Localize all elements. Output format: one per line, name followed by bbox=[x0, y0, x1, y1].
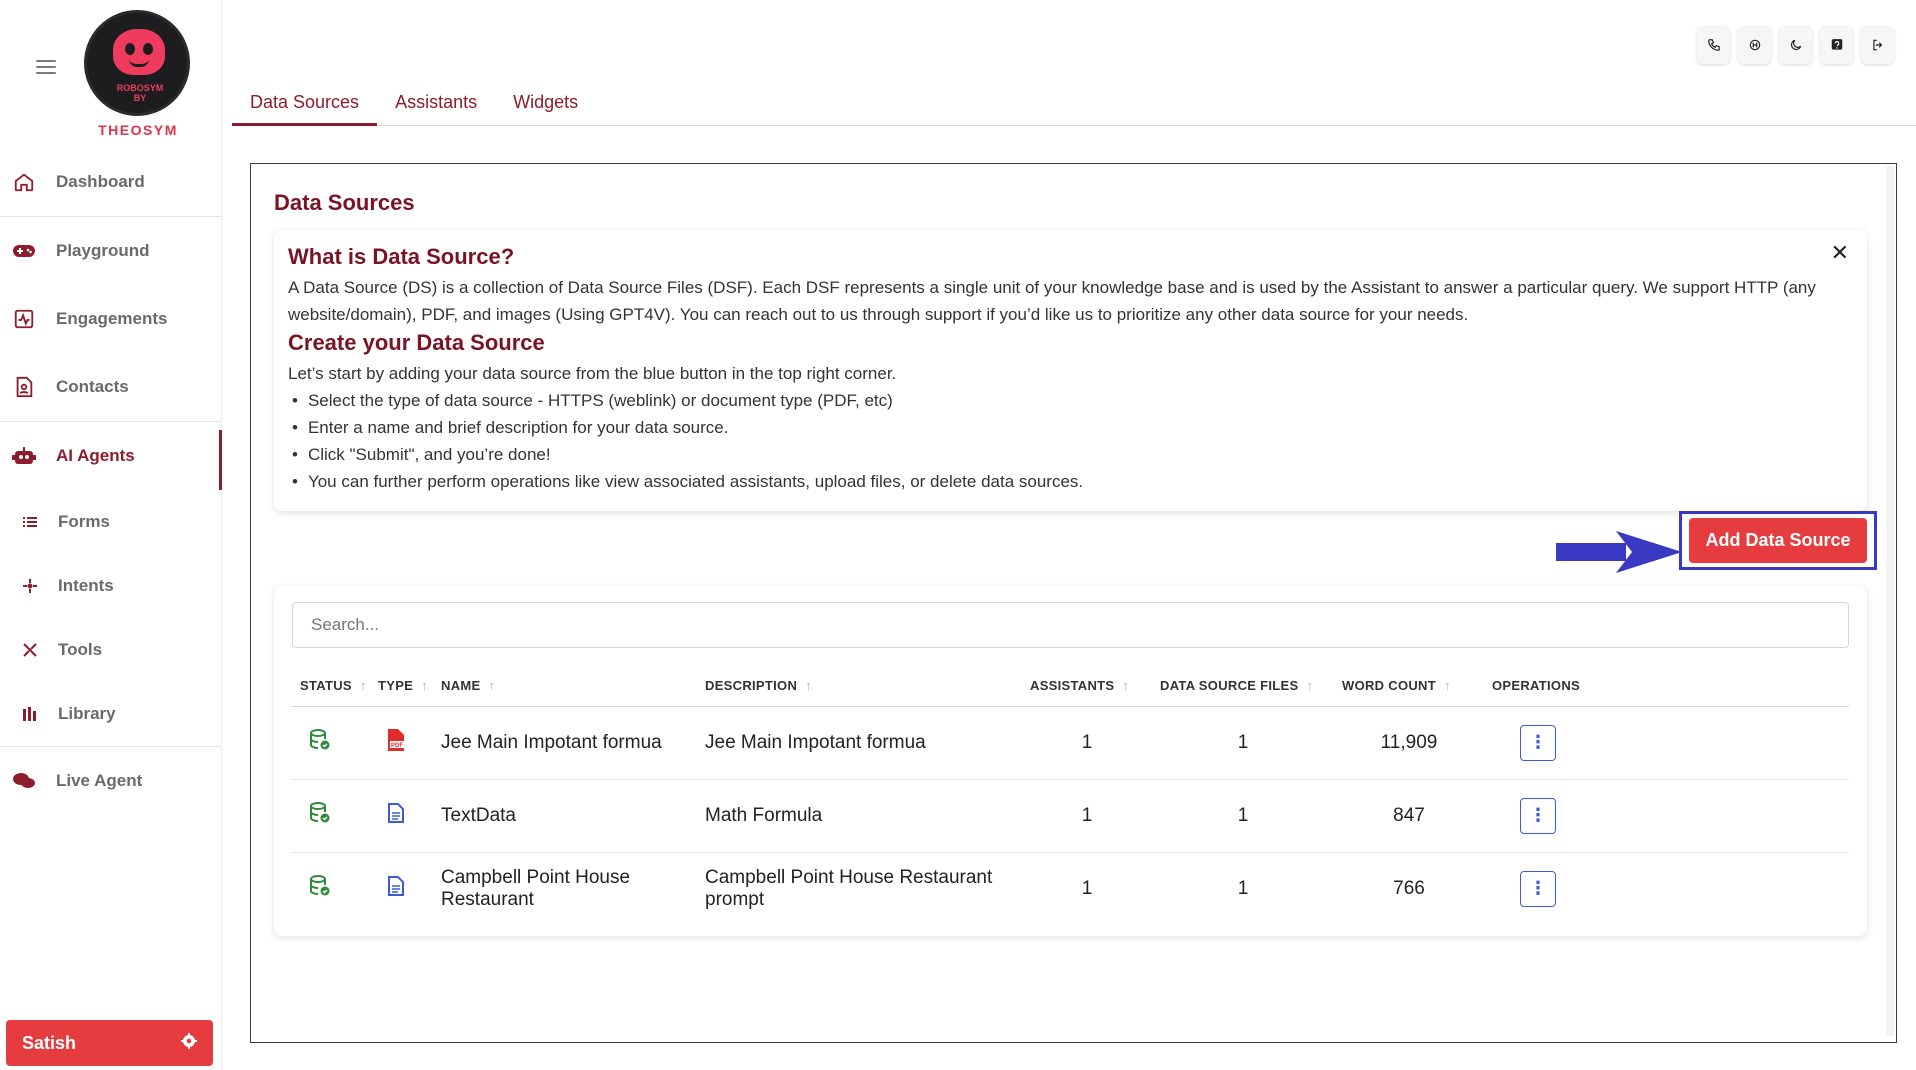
status-cell bbox=[292, 779, 370, 852]
column-header-status[interactable]: STATUS ↑ bbox=[292, 666, 370, 706]
sort-arrow-icon: ↑ bbox=[421, 678, 428, 694]
column-header-files[interactable]: DATA SOURCE FILES ↑ bbox=[1152, 666, 1334, 706]
list-item: • Enter a name and brief description for your data source. bbox=[292, 414, 1853, 441]
type-cell bbox=[370, 706, 433, 779]
arrow-right-icon bbox=[1556, 529, 1696, 575]
description-cell: Campbell Point House Restaurant prompt bbox=[705, 866, 993, 910]
data-sources-panel bbox=[250, 163, 1897, 1043]
sidebar-item-label: Playground bbox=[56, 241, 150, 260]
table-row bbox=[292, 706, 1849, 779]
tools-icon bbox=[22, 638, 38, 662]
sidebar-item-playground[interactable] bbox=[0, 217, 222, 285]
gear-icon bbox=[181, 1033, 197, 1054]
sidebar-item-label: AI Agents bbox=[56, 446, 135, 465]
data-sources-table bbox=[292, 666, 1849, 925]
close-icon[interactable]: ✕ bbox=[1830, 240, 1849, 265]
info-paragraph-what: A Data Source (DS) is a collection of Data Source Files (DSF). Each DSF represents a single unit of your knowledge base and is used by the Assistant to answer a particular query. We support HTTP (any website/domain), PDF, and images (Using GPT4V). You can reach out to us through support if you’d like us to prioritize any other data source for your needs. bbox=[288, 278, 1816, 324]
status-cell bbox=[292, 852, 370, 925]
list-item: • Select the type of data source - HTTPS (weblink) or document type (PDF, etc) bbox=[292, 387, 1853, 414]
column-header-assistants[interactable]: ASSISTANTS ↑ bbox=[1022, 666, 1152, 706]
help-icon[interactable] bbox=[1820, 26, 1853, 64]
sidebar-item-engagements[interactable] bbox=[0, 285, 222, 353]
add-data-source-button[interactable]: Add Data Source bbox=[1689, 518, 1867, 563]
more-options-button[interactable]: ⋮ bbox=[1520, 871, 1556, 907]
header-actions bbox=[1697, 26, 1894, 64]
description-cell: Jee Main Impotant formua bbox=[697, 706, 1022, 779]
page-title: Data Sources bbox=[274, 190, 415, 215]
more-options-button[interactable]: ⋮ bbox=[1520, 798, 1556, 834]
dark-mode-icon[interactable] bbox=[1779, 26, 1812, 64]
data-sources-table-card bbox=[274, 586, 1867, 936]
list-icon bbox=[22, 510, 38, 534]
name-cell: Campbell Point House Restaurant bbox=[441, 866, 631, 910]
table-row bbox=[292, 779, 1849, 852]
assistants-cell: 1 bbox=[1022, 779, 1152, 852]
sidebar-item-forms[interactable] bbox=[0, 490, 222, 554]
info-heading-what: What is Data Source? bbox=[288, 244, 515, 269]
logout-icon[interactable] bbox=[1861, 26, 1894, 64]
sidebar-item-label: Forms bbox=[58, 512, 110, 531]
database-check-icon bbox=[310, 729, 330, 751]
gamepad-icon bbox=[12, 239, 36, 263]
sidebar-item-dashboard[interactable] bbox=[0, 148, 222, 216]
table-row bbox=[292, 852, 1849, 925]
target-icon bbox=[22, 574, 38, 598]
word-count-cell: 766 bbox=[1393, 877, 1425, 899]
svg-text:PDF: PDF bbox=[391, 742, 403, 749]
brand-logo: ROBOSYM BY THEOSYM bbox=[82, 8, 194, 136]
more-options-button[interactable]: ⋮ bbox=[1520, 725, 1556, 761]
word-count-cell: 11,909 bbox=[1334, 706, 1484, 779]
database-check-icon bbox=[310, 802, 330, 824]
info-steps-list bbox=[288, 387, 1853, 495]
sort-arrow-icon: ↑ bbox=[1306, 678, 1314, 694]
info-heading-create: Create your Data Source bbox=[288, 330, 545, 355]
files-cell: 1 bbox=[1152, 706, 1334, 779]
type-cell bbox=[370, 779, 433, 852]
sidebar-item-tools[interactable] bbox=[0, 618, 222, 682]
contact-file-icon bbox=[12, 375, 36, 399]
list-item: • Click "Submit", and you’re done! bbox=[292, 441, 1853, 468]
files-cell: 1 bbox=[1237, 877, 1249, 899]
info-card bbox=[274, 230, 1867, 511]
document-icon bbox=[388, 876, 404, 896]
assistants-cell: 1 bbox=[1081, 877, 1093, 899]
chat-icon bbox=[12, 769, 36, 793]
table-header-row bbox=[292, 666, 1849, 706]
database-check-icon bbox=[310, 875, 330, 897]
document-icon bbox=[388, 803, 404, 823]
sort-arrow-icon: ↑ bbox=[805, 678, 812, 694]
info-paragraph-create: Let’s start by adding your data source from the blue button in the top right corner. bbox=[288, 364, 897, 383]
menu-toggle-icon[interactable] bbox=[36, 60, 56, 74]
list-item: • You can further perform operations like view associated assistants, upload files, or delete data sources. bbox=[292, 468, 1853, 495]
column-header-type[interactable]: TYPE ↑ bbox=[370, 666, 433, 706]
tab-widgets[interactable]: Widgets bbox=[513, 92, 579, 112]
sidebar bbox=[0, 0, 222, 1070]
description-cell: Math Formula bbox=[697, 779, 1022, 852]
column-header-name[interactable]: NAME ↑ bbox=[433, 666, 697, 706]
search-input[interactable] bbox=[292, 602, 1849, 648]
robot-icon bbox=[12, 444, 36, 468]
sort-arrow-icon: ↑ bbox=[1122, 678, 1130, 694]
type-cell bbox=[370, 852, 433, 925]
operations-cell bbox=[1484, 706, 1849, 779]
status-cell bbox=[292, 706, 370, 779]
phone-icon[interactable] bbox=[1697, 26, 1730, 64]
sidebar-item-label: Engagements bbox=[56, 309, 168, 328]
tab-data-sources[interactable]: Data Sources bbox=[232, 86, 377, 126]
sidebar-item-label: Dashboard bbox=[56, 172, 145, 191]
library-icon bbox=[22, 702, 38, 726]
files-cell: 1 bbox=[1152, 779, 1334, 852]
sort-arrow-icon: ↑ bbox=[359, 678, 367, 694]
user-name: Satish bbox=[22, 1032, 77, 1053]
activity-icon bbox=[12, 307, 36, 331]
integration-icon[interactable] bbox=[1738, 26, 1771, 64]
sidebar-item-library[interactable] bbox=[0, 682, 222, 746]
sidebar-item-label: Tools bbox=[58, 640, 103, 659]
column-header-operations: OPERATIONS bbox=[1484, 666, 1849, 706]
user-settings-button[interactable] bbox=[6, 1020, 213, 1066]
name-cell: Jee Main Impotant formua bbox=[433, 706, 697, 779]
sidebar-item-intents[interactable] bbox=[0, 554, 222, 618]
column-header-description[interactable]: DESCRIPTION ↑ bbox=[697, 666, 1022, 706]
assistants-cell: 1 bbox=[1022, 706, 1152, 779]
add-data-source-highlight bbox=[1679, 511, 1877, 570]
tab-bar bbox=[232, 86, 1916, 126]
column-header-word-count[interactable]: WORD COUNT ↑ bbox=[1334, 666, 1484, 706]
name-cell: TextData bbox=[433, 779, 697, 852]
sidebar-item-live-agent[interactable] bbox=[0, 747, 222, 815]
tab-assistants[interactable]: Assistants bbox=[395, 92, 478, 112]
sidebar-item-label: Intents bbox=[58, 576, 114, 595]
sidebar-nav bbox=[0, 148, 222, 815]
sort-arrow-icon: ↑ bbox=[1444, 678, 1451, 694]
word-count-cell: 847 bbox=[1334, 779, 1484, 852]
sidebar-item-label: Live Agent bbox=[56, 771, 143, 790]
operations-cell bbox=[1484, 852, 1849, 925]
sidebar-item-ai-agents[interactable] bbox=[0, 422, 222, 490]
sort-arrow-icon: ↑ bbox=[488, 678, 496, 694]
sidebar-item-contacts[interactable] bbox=[0, 353, 222, 421]
operations-cell bbox=[1484, 779, 1849, 852]
home-icon bbox=[12, 170, 36, 194]
sidebar-item-label: Library bbox=[58, 704, 116, 723]
pdf-file-icon bbox=[386, 728, 406, 752]
panel-scrollbar[interactable] bbox=[1886, 166, 1894, 1036]
sidebar-item-label: Contacts bbox=[56, 377, 129, 396]
